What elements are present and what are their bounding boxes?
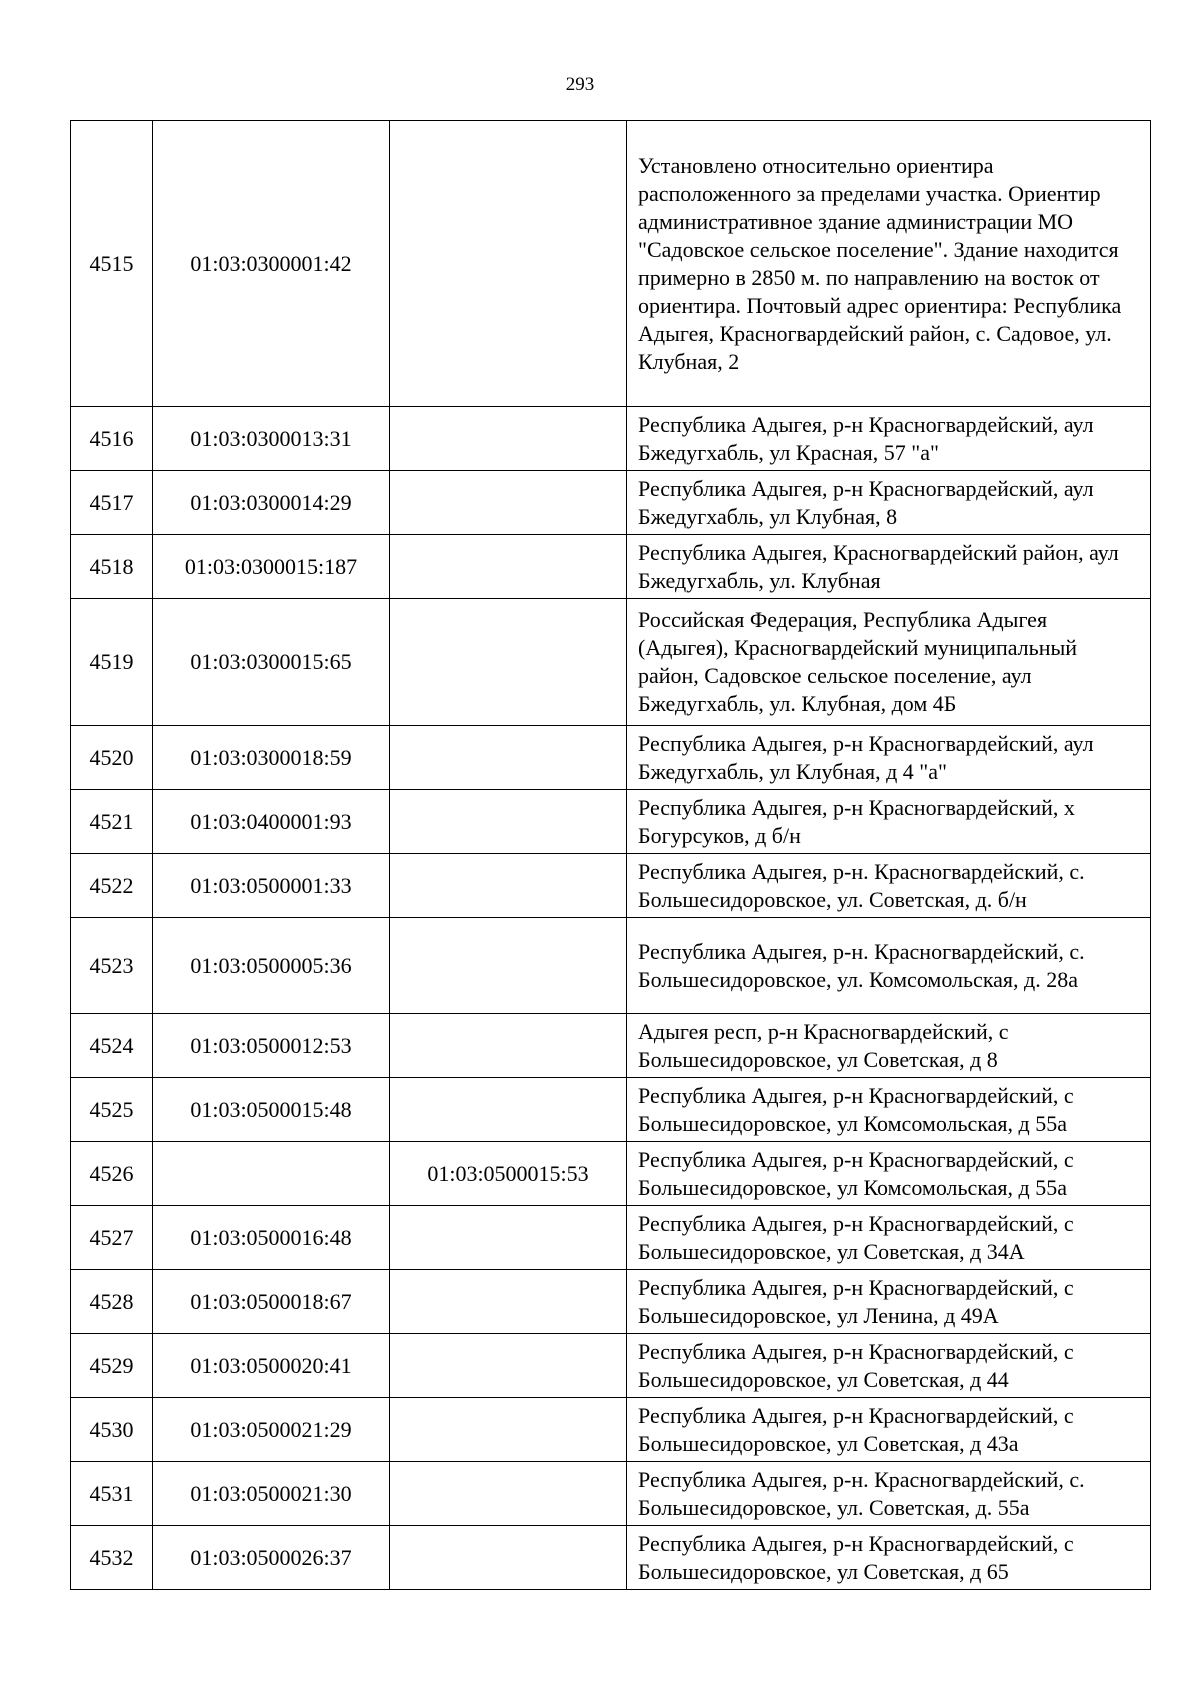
row-number: 4524 [71,1014,153,1078]
cadastral-number-alt [390,790,627,854]
address: Республика Адыгея, р-н Красногвардейский, с Большесидоровское, ул Комсомольская, д 55а [627,1142,1151,1206]
address: Республика Адыгея, р-н Красногвардейский, с Большесидоровское, ул Советская, д 44 [627,1334,1151,1398]
address: Республика Адыгея, р-н Красногвардейский, аул Бжедугхабль, ул Клубная, 8 [627,471,1151,535]
table-row [71,1014,1151,1078]
cadastral-number-alt [390,1462,627,1526]
cadastral-number: 01:03:0500020:41 [153,1334,390,1398]
table-row [71,407,1151,471]
table-row [71,1270,1151,1334]
table-row [71,854,1151,918]
cadastral-number-alt [390,1526,627,1590]
row-number: 4523 [71,918,153,1014]
cadastral-number: 01:03:0300014:29 [153,471,390,535]
cadastral-number-alt [390,1014,627,1078]
cadastral-number: 01:03:0500016:48 [153,1206,390,1270]
address: Республика Адыгея, р-н Красногвардейский, х Богурсуков, д б/н [627,790,1151,854]
cadastral-number-alt [390,918,627,1014]
table-row [71,1462,1151,1526]
table-row [71,471,1151,535]
table-row [71,1078,1151,1142]
row-number: 4526 [71,1142,153,1206]
cadastral-number [153,1142,390,1206]
address: Республика Адыгея, р-н Красногвардейский, аул Бжедугхабль, ул Клубная, д 4 "а" [627,726,1151,790]
row-number: 4516 [71,407,153,471]
address: Республика Адыгея, р-н. Красногвардейский, с. Большесидоровское, ул. Советская, д. б/н [627,854,1151,918]
row-number: 4519 [71,599,153,726]
cadastral-number: 01:03:0500015:48 [153,1078,390,1142]
table-row [71,535,1151,599]
cadastral-number-alt [390,407,627,471]
address: Республика Адыгея, р-н Красногвардейский, с Большесидоровское, ул Советская, д 65 [627,1526,1151,1590]
address: Республика Адыгея, р-н Красногвардейский, с Большесидоровское, ул Комсомольская, д 55а [627,1078,1151,1142]
row-number: 4530 [71,1398,153,1462]
cadastral-number: 01:03:0500005:36 [153,918,390,1014]
address: Республика Адыгея, р-н Красногвардейский, с Большесидоровское, ул Ленина, д 49А [627,1270,1151,1334]
table-row [71,726,1151,790]
row-number: 4522 [71,854,153,918]
address: Российская Федерация, Республика Адыгея (Адыгея), Красногвардейский муниципальный район, Садовское сельское поселение, аул Бжедугхабль, ул. Клубная, дом 4Б [627,599,1151,726]
table-row [71,918,1151,1014]
row-number: 4532 [71,1526,153,1590]
address: Республика Адыгея, р-н Красногвардейский, аул Бжедугхабль, ул Красная, 57 "а" [627,407,1151,471]
cadastral-number: 01:03:0300013:31 [153,407,390,471]
cadastral-number-alt [390,1078,627,1142]
row-number: 4517 [71,471,153,535]
row-number: 4528 [71,1270,153,1334]
address: Республика Адыгея, Красногвардейский район, аул Бжедугхабль, ул. Клубная [627,535,1151,599]
row-number: 4527 [71,1206,153,1270]
cadastral-number-alt [390,599,627,726]
cadastral-number-alt [390,1270,627,1334]
page-number: 293 [565,74,595,95]
table-row [71,1142,1151,1206]
cadastral-number: 01:03:0500021:30 [153,1462,390,1526]
row-number: 4521 [71,790,153,854]
row-number: 4525 [71,1078,153,1142]
cadastral-number: 01:03:0300001:42 [153,121,390,407]
row-number: 4515 [71,121,153,407]
cadastral-number-alt [390,471,627,535]
cadastral-number: 01:03:0500018:67 [153,1270,390,1334]
cadastral-number: 01:03:0500012:53 [153,1014,390,1078]
table-row [71,1334,1151,1398]
row-number: 4518 [71,535,153,599]
address: Республика Адыгея, р-н Красногвардейский, с Большесидоровское, ул Советская, д 43а [627,1398,1151,1462]
cadastral-number: 01:03:0300015:65 [153,599,390,726]
address: Республика Адыгея, р-н. Красногвардейский, с. Большесидоровское, ул. Советская, д. 55а [627,1462,1151,1526]
address: Адыгея респ, р-н Красногвардейский, с Большесидоровское, ул Советская, д 8 [627,1014,1151,1078]
address: Установлено относительно ориентира расположенного за пределами участка. Ориентир административное здание администрации МО "Садовское сельское поселение". Здание находится примерно в 2850 м. по направлению на восток от ориентира. Почтовый адрес ориентира: Республика Адыгея, Красногвардейский район, с. Садовое, ул. Клубная, 2 [627,121,1151,407]
cadastral-number-alt [390,535,627,599]
table-row [71,1526,1151,1590]
cadastral-number: 01:03:0500001:33 [153,854,390,918]
table-row [71,599,1151,726]
registry-table [70,120,1151,1590]
table-row [71,790,1151,854]
address: Республика Адыгея, р-н Красногвардейский, с Большесидоровское, ул Советская, д 34А [627,1206,1151,1270]
row-number: 4531 [71,1462,153,1526]
row-number: 4520 [71,726,153,790]
cadastral-number: 01:03:0300018:59 [153,726,390,790]
cadastral-number: 01:03:0500021:29 [153,1398,390,1462]
cadastral-number: 01:03:0500026:37 [153,1526,390,1590]
cadastral-number: 01:03:0300015:187 [153,535,390,599]
cadastral-number-alt [390,1334,627,1398]
cadastral-number-alt [390,1206,627,1270]
cadastral-number-alt [390,854,627,918]
table-row [71,1398,1151,1462]
cadastral-number-alt [390,121,627,407]
table-row [71,121,1151,407]
table-row [71,1206,1151,1270]
cadastral-number-alt: 01:03:0500015:53 [390,1142,627,1206]
cadastral-number-alt [390,1398,627,1462]
address: Республика Адыгея, р-н. Красногвардейский, с. Большесидоровское, ул. Комсомольская, д. 28а [627,918,1151,1014]
cadastral-number-alt [390,726,627,790]
cadastral-number: 01:03:0400001:93 [153,790,390,854]
row-number: 4529 [71,1334,153,1398]
